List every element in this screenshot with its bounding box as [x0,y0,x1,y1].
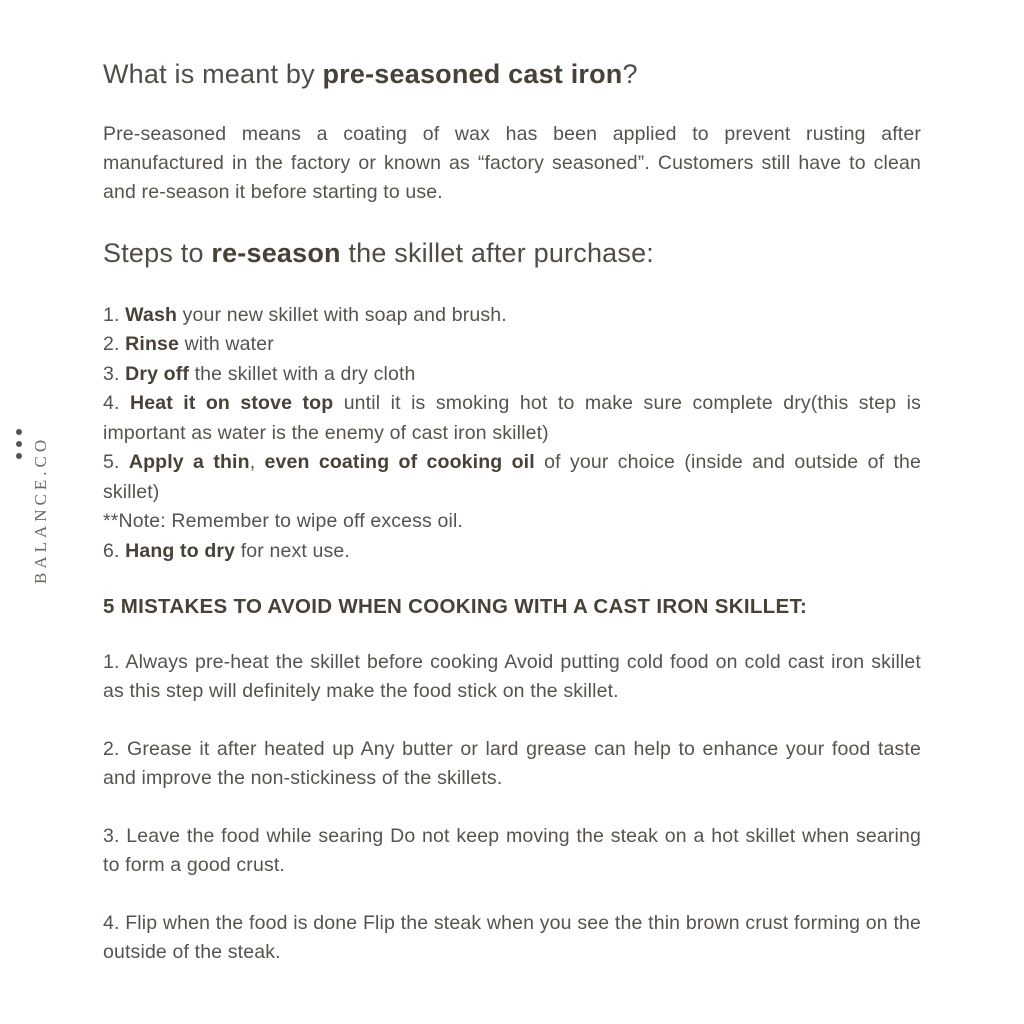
mistake-item-2: 2. Grease it after heated up Any butter or lard grease can help to enhance your food taste and improve the non-stickiness of the skillets. [103,738,921,790]
step-item-3: 3. Dry off the skillet with a dry cloth [103,362,416,385]
article-content [103,0,921,967]
step-item-6: 6. Hang to dry for next use. [103,539,350,562]
mistake-item-1: 1. Always pre-heat the skillet before cooking Avoid putting cold food on cold cast iron skillet as this step will definitely make the food stick on the skillet. [103,651,921,703]
step-note: **Note: Remember to wipe off excess oil. [103,510,464,533]
brand-name-vertical: BALANCE.CO [31,435,50,585]
step-item-5: 5. Apply a thin, even coating of cooking oil of your choice (inside and outside of the skillet) [103,451,921,503]
mistake-item-4: 4. Flip when the food is done Flip the steak when you see the thin brown crust forming on the outside of the steak. [103,912,921,964]
mistake-item-3: 3. Leave the food while searing Do not keep moving the steak on a hot skillet when searing to form a good crust. [103,825,921,877]
steps-list [103,301,921,567]
step-item-4: 4. Heat it on stove top until it is smoking hot to make sure complete dry(this step is important as water is the enemy of cast iron skillet) [103,392,922,444]
steps-heading: Steps to re-season the skillet after purchase: [103,238,655,269]
step-item-2: 2. Rinse with water [103,333,274,356]
brand-dots-icon [16,429,22,459]
mistakes-heading: 5 MISTAKES TO AVOID WHEN COOKING WITH A CAST IRON SKILLET: [103,595,808,619]
question-heading: What is meant by pre-seasoned cast iron? [103,59,638,89]
intro-paragraph: Pre-seasoned means a coating of wax has been applied to prevent rusting after manufactured in the factory or known as “factory seasoned”. Customers still have to clean and re-season it before starting to use. [103,123,921,204]
step-item-1: 1. Wash your new skillet with soap and brush. [103,303,507,326]
